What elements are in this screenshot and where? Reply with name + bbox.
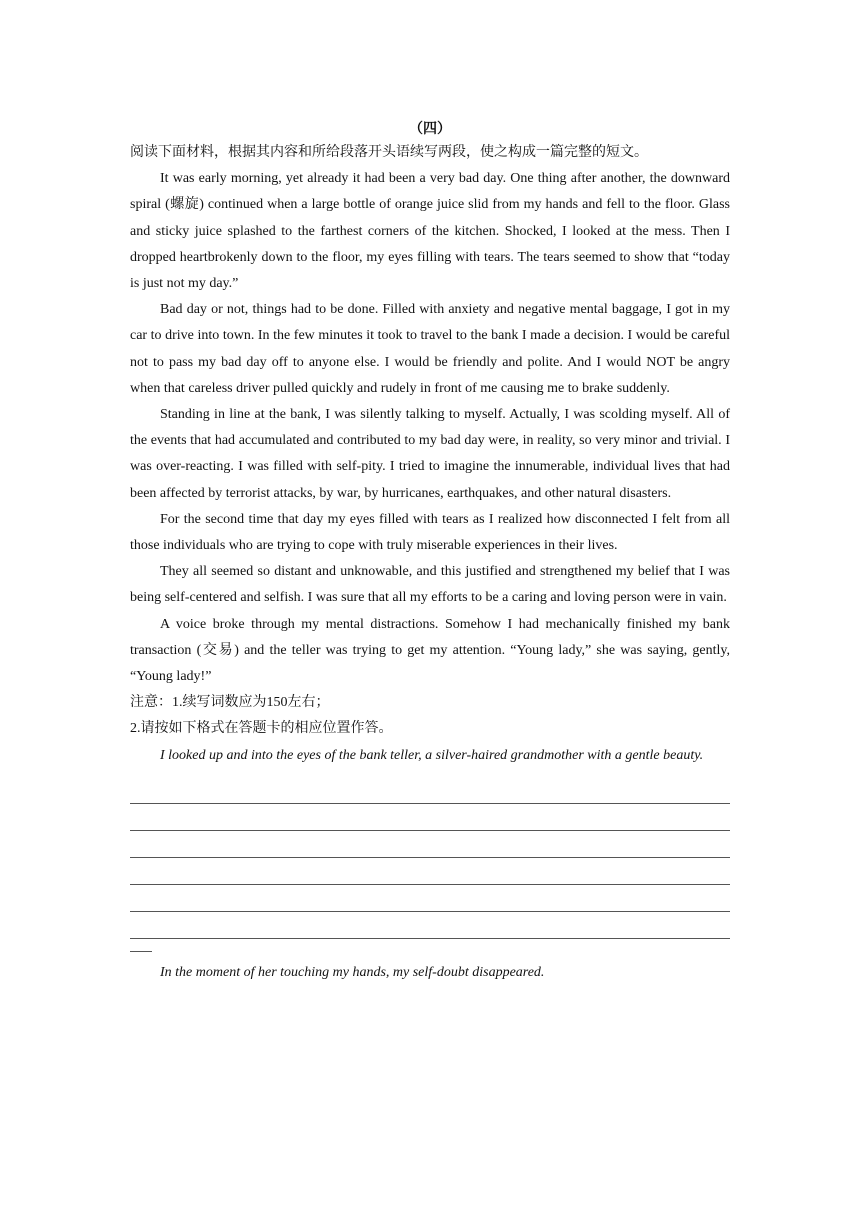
continuation-prompt-2: In the moment of her touching my hands, my self-doubt disappeared. bbox=[160, 964, 545, 980]
answer-line[interactable] bbox=[130, 858, 730, 885]
answer-line-tail[interactable] bbox=[130, 939, 152, 952]
answer-line[interactable] bbox=[130, 804, 730, 831]
continuation-prompt-1: I looked up and into the eyes of the bank teller, a silver-haired grandmother with a gentle beauty. bbox=[160, 747, 704, 763]
note-answer-format: 2.请按如下格式在答题卡的相应位置作答。 bbox=[130, 721, 393, 737]
answer-line[interactable] bbox=[130, 885, 730, 912]
answer-line[interactable] bbox=[130, 831, 730, 858]
passage-paragraph-6: A voice broke through my mental distractions. Somehow I had mechanically finished my bank transaction (交易) and the teller was trying to get my attention. “Young lady,” she was saying, gently, “Young lady!” bbox=[130, 616, 730, 685]
answer-line[interactable] bbox=[130, 912, 730, 939]
answer-lines[interactable] bbox=[130, 777, 730, 952]
passage-paragraph-4: For the second time that day my eyes filled with tears as I realized how disconnected I felt from all those individuals who are trying to cope with truly miserable experiences in their lives. bbox=[130, 511, 730, 554]
passage-paragraph-3: Standing in line at the bank, I was silently talking to myself. Actually, I was scolding myself. All of the events that had accumulated and contributed to my bad day were, in reality, so very minor and trivial. I was over-reacting. I was filled with self-pity. I tried to imagine the innumerable, individual lives that had been affected by terrorist attacks, by war, by hurricanes, earthquakes, and other natural disasters. bbox=[130, 407, 730, 501]
section-heading: （四） bbox=[409, 122, 451, 137]
document-page bbox=[130, 120, 730, 986]
answer-line[interactable] bbox=[130, 777, 730, 804]
passage-paragraph-1: It was early morning, yet already it had been a very bad day. One thing after another, the downward spiral (螺旋) continued when a large bottle of orange juice slid from my hands and fell to the floor. Glass and sticky juice splashed to the farthest corners of the kitchen. Shocked, I looked at the mess. Then I dropped heartbrokenly down to the floor, my eyes filling with tears. The tears seemed to show that “today is just not my day.” bbox=[130, 171, 730, 292]
note-word-count: 注意：1.续写词数应为150左右； bbox=[130, 695, 330, 711]
passage-paragraph-2: Bad day or not, things had to be done. Filled with anxiety and negative mental baggage, I got in my car to drive into town. In the few minutes it took to travel to the bank I made a decision. I would be careful not to pass my bad day off to anyone else. I would be friendly and polite. And I would NOT be angry when that careless driver pulled quickly and rudely in front of me causing me to brake suddenly. bbox=[130, 302, 730, 396]
passage-paragraph-5: They all seemed so distant and unknowable, and this justified and strengthened my belief that I was being self-centered and selfish. I was sure that all my efforts to be a caring and loving person were in vain. bbox=[130, 564, 730, 606]
task-instruction: 阅读下面材料，根据其内容和所给段落开头语续写两段，使之构成一篇完整的短文。 bbox=[130, 145, 648, 160]
